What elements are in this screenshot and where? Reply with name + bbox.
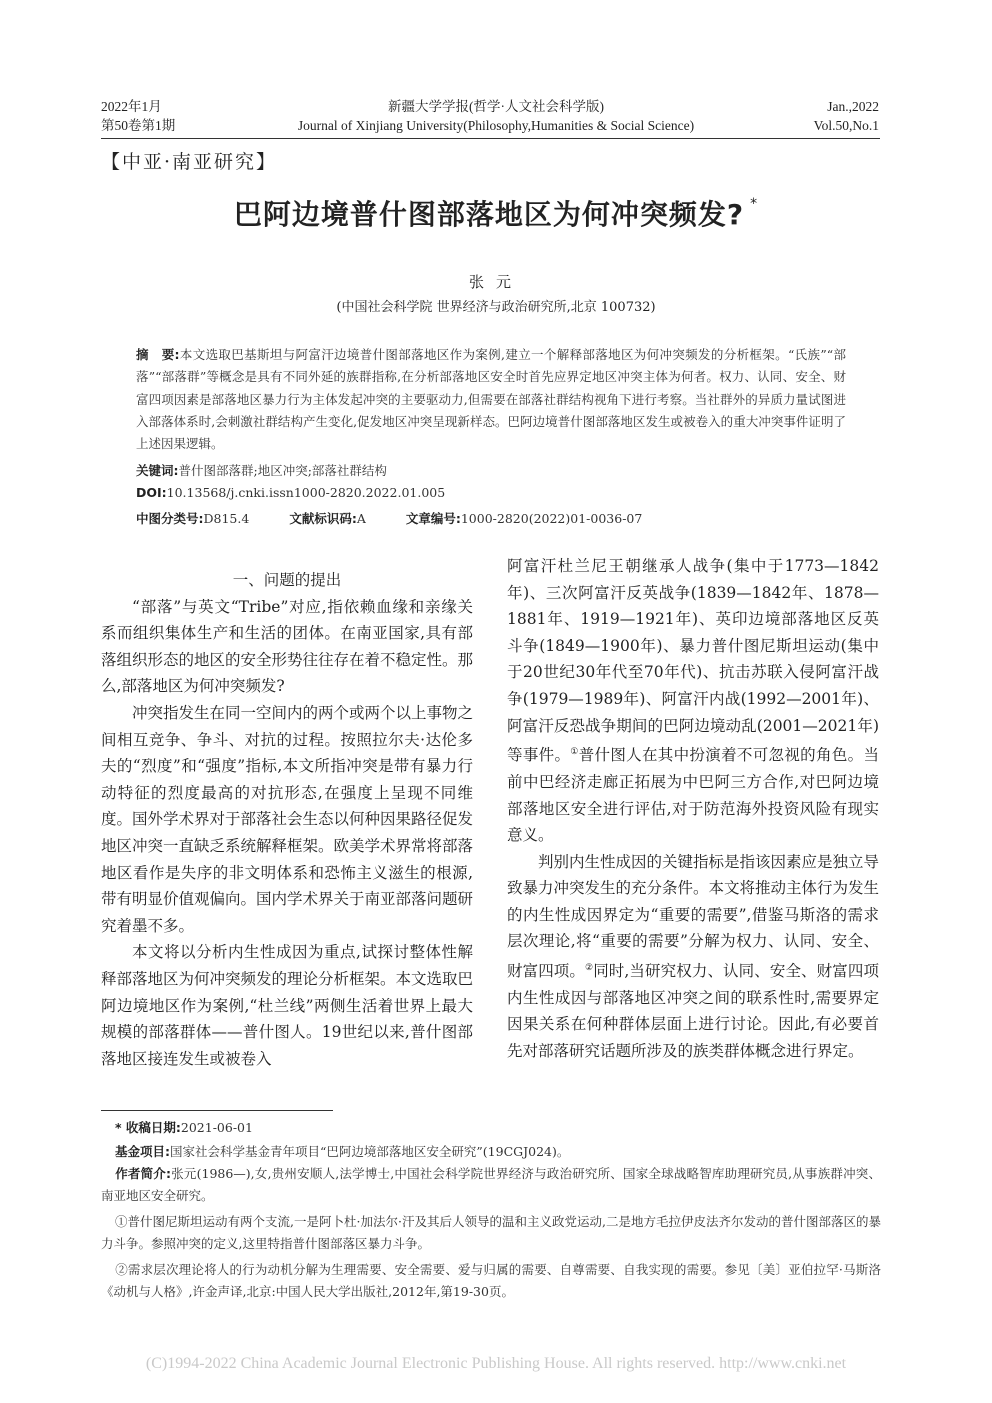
volume-issue-en: Vol.50,No.1 bbox=[813, 118, 879, 133]
abstract-label: 摘 要: bbox=[136, 347, 180, 362]
abstract-text: 本文选取巴基斯坦与阿富汗边境普什图部落地区作为案例,建立一个解释部落地区为何冲突频发的分析框架。“氏族”“部落”“部落群”等概念是具有不同外延的族群指称,在分析部落地区安全时首先应界定地区冲突主体为何者。权力、认同、安全、财富四项因素是部落地区暴力行为主体发起冲突的主要驱动力,但需要在部落社群结构视角下进行考察。当社群外的异质力量试图进入部落体系时,会刺激社群结构产生变化,促发地区冲突呈现新样态。巴阿边境普什图部落地区发生或被卷入的重大冲突事件证明了上述因果逻辑。 bbox=[136, 347, 847, 452]
body-paragraph bbox=[507, 553, 879, 849]
issue-date-en: Jan.,2022 bbox=[827, 99, 879, 114]
received-date: 2021-06-01 bbox=[180, 1120, 253, 1135]
doi-label: DOI: bbox=[136, 485, 167, 500]
doi bbox=[136, 485, 846, 500]
body-paragraph bbox=[507, 849, 879, 1065]
body-left-column bbox=[101, 567, 473, 1072]
footnote-rule bbox=[101, 1110, 333, 1111]
author-affiliation: (中国社会科学院 世界经济与政治研究所,北京 100732) bbox=[336, 300, 656, 315]
keywords-label: 关键词: bbox=[136, 463, 179, 478]
volume-issue: 第50卷第1期 bbox=[101, 118, 176, 133]
author-bio-label: 作者简介: bbox=[115, 1166, 172, 1181]
paragraph-text: 判别内生性成因的关键指标是指该因素应是独立导致暴力冲突发生的充分条件。本文将推动主体行为发生的内生性成因界定为“重要的需要”,借鉴马斯洛的需求层次理论,将“重要的需要”分解为权力、认同、安全、财富四项。 bbox=[507, 852, 880, 981]
header-right bbox=[814, 97, 879, 135]
classification-line bbox=[136, 509, 846, 527]
doc-code-label: 文献标识码: bbox=[289, 511, 357, 526]
keywords-text: 普什图部落群;地区冲突;部落社群结构 bbox=[178, 463, 387, 478]
footnote-ref[interactable]: ① bbox=[570, 747, 579, 758]
doi-value: 10.13568/j.cnki.issn1000-2820.2022.01.005 bbox=[166, 485, 446, 500]
title-footnote-mark: * bbox=[750, 195, 759, 212]
copyright-footer: (C)1994-2022 China Academic Journal Electronic Publishing House. All rights reserved. http://www.cnki.net bbox=[145, 1355, 847, 1372]
abstract bbox=[136, 344, 846, 455]
body-right-column bbox=[507, 553, 879, 1065]
received-label: * 收稿日期: bbox=[115, 1120, 181, 1135]
footnote-received bbox=[101, 1117, 881, 1139]
body-paragraph: 本文将以分析内生性成因为重点,试探讨整体性解释部落地区为何冲突频发的理论分析框架。本文选取巴阿边境地区作为案例,“杜兰线”两侧生活着世界上最大规模的部落群体——普什图人。19世纪以来,普什图部落地区接连发生或被卷入 bbox=[101, 943, 474, 1068]
footnote-1-text: ①普什图尼斯坦运动有两个支流,一是阿卜杜·加法尔·汗及其后人领导的温和主义政党运动,二是地方毛拉伊皮法齐尔发动的普什图部落区的暴力斗争。参照冲突的定义,这里特指普什图部落区暴力斗争。 bbox=[101, 1214, 881, 1251]
author-name: 张元 bbox=[468, 273, 523, 291]
article-no-value: 1000-2820(2022)01-0036-07 bbox=[460, 511, 643, 526]
clc-value: D815.4 bbox=[203, 511, 250, 526]
paragraph-text: 阿富汗杜兰尼王朝继承人战争(集中于1773—1842年)、三次阿富汗反英战争(1839—1842年、1878—1881年、1919—1921年)、英印边境部落地区反英斗争(1849—1900年)、暴力普什图尼斯坦运动(集中于20世纪30年代至70年代)、抗击苏联入侵阿富汗战争(1979—1989年)、阿富汗内战(1992—2001年)、阿富汗反恐战争期间的巴阿边境动乱(2001—2021年)等事件。 bbox=[507, 557, 879, 765]
footnote-ref[interactable]: ② bbox=[585, 963, 594, 974]
article-title bbox=[0, 193, 992, 233]
author-bio-text: 张元(1986—),女,贵州安顺人,法学博士,中国社会科学院世界经济与政治研究所、国家全球战略智库助理研究员,从事族群冲突、南亚地区安全研究。 bbox=[101, 1166, 882, 1203]
footnote-2-text: ②需求层次理论将人的行为动机分解为生理需要、安全需要、爱与归属的需要、自尊需要、自我实现的需要。参见〔美〕亚伯拉罕·马斯洛《动机与人格》,许金声译,北京:中国人民大学出版社,2012年,第19-30页。 bbox=[101, 1262, 881, 1299]
header-rule bbox=[101, 138, 880, 139]
keywords bbox=[136, 461, 846, 479]
fund-text: 国家社会科学基金青年项目“巴阿边境部落地区安全研究”(19CGJ024)。 bbox=[170, 1144, 570, 1159]
doc-code-value: A bbox=[356, 511, 366, 526]
paragraph-text: 同时,当研究权力、认同、安全、财富四项内生性成因与部落地区冲突之间的联系性时,需要界定因果关系在何种群体层面上进行讨论。因此,有必要首先对部落研究话题所涉及的族类群体概念进行界定。 bbox=[507, 962, 879, 1060]
issue-date: 2022年1月 bbox=[101, 99, 162, 114]
title-text: 巴阿边境普什图部落地区为何冲突频发? bbox=[233, 198, 745, 231]
paragraph-text: 普什图人在其中扮演着不可忽视的角色。当前中巴经济走廊正拓展为中巴阿三方合作,对巴阿边境部落地区安全进行评估,对于防范海外投资风险有现实意义。 bbox=[507, 746, 879, 845]
section-heading: 一、问题的提出 bbox=[232, 571, 342, 589]
body-paragraph: “部落”与英文“Tribe”对应,指依赖血缘和亲缘关系而组织集体生产和生活的团体。在南亚国家,具有部落组织形态的地区的安全形势往往存在着不稳定性。那么,部落地区为何冲突频发? bbox=[101, 597, 474, 696]
article-no-label: 文章编号: bbox=[405, 511, 461, 526]
section-label: 【中亚·南亚研究】 bbox=[101, 151, 278, 173]
footnote-2 bbox=[101, 1259, 881, 1303]
footnote-1 bbox=[101, 1211, 881, 1255]
footnote-author bbox=[101, 1163, 881, 1207]
clc-label: 中图分类号: bbox=[136, 511, 204, 526]
journal-name-cn: 新疆大学学报(哲学·人文社会科学版) bbox=[388, 99, 604, 114]
body-paragraph: 冲突指发生在同一空间内的两个或两个以上事物之间相互竞争、争斗、对抗的过程。按照拉尔夫·达伦多夫的“烈度”和“强度”指标,本文所指冲突是带有暴力行动特征的烈度最高的对抗形态,在强度上呈现不同维度。国外学术界对于部落社会生态以何种因果路径促发地区冲突一直缺乏系统解释框架。欧美学术界常将部落地区看作是失序的非文明体系和恐怖主义滋生的根源,带有明显价值观偏向。国内学术界关于南亚部落问题研究着墨不多。 bbox=[101, 703, 474, 935]
journal-name-en: Journal of Xinjiang University(Philosophy,Humanities & Social Science) bbox=[297, 118, 695, 133]
footnote-fund bbox=[101, 1141, 881, 1163]
fund-label: 基金项目: bbox=[115, 1144, 170, 1159]
